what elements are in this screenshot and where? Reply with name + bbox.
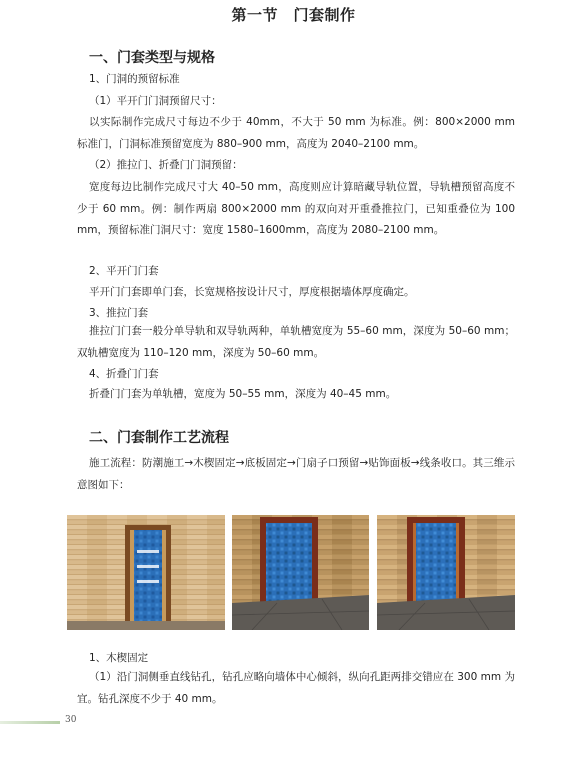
footer-bar (0, 721, 60, 724)
figure-row (67, 515, 515, 630)
figure-doorway-wood-wedges (67, 515, 225, 630)
paragraph-2: 宽度每边比制作完成尺寸大 40–50 mm，高度则应计算暗藏导轨位置，导轨槽预留高度不少于 60 mm。例：制作两扇 800×2000 mm 的双向对开重叠推拉门，已知重叠位为 100 mm，预留标准门洞尺寸：宽度 1580–1600mm，高度为 2080–2100 mm。 (77, 181, 515, 236)
subheading-1: 1、门洞的预留标准 (89, 73, 180, 85)
figure-doorway-finished-frame (377, 515, 515, 630)
paragraph-6: 施工流程：防潮施工→木楔固定→底板固定→门扇子口预留→贴饰面板→线条收口。其三维示意图如下： (77, 457, 515, 491)
paragraph-7: （1）沿门洞侧垂直线钻孔，钻孔应略向墙体中心倾斜，纵向孔距两排交错应在 300 mm 为宜。钻孔深度不少于 40 mm。 (77, 671, 515, 705)
section-heading-1: 一、门套类型与规格 (89, 50, 215, 66)
subheading-5: 1、木楔固定 (89, 652, 149, 664)
subheading-4: 4、折叠门门套 (89, 368, 159, 380)
paragraph-1: 以实际制作完成尺寸每边不少于 40mm，不大于 50 mm 为标准。例：800×2000 mm 标准门，门洞标准预留宽度为 880–900 mm，高度为 2040–2100 mm。 (77, 116, 515, 150)
paragraph-4: 推拉门门套一般分单导轨和双导轨两种，单轨槽宽度为 55–60 mm，深度为 50–60 mm；双轨槽宽度为 110–120 mm，深度为 50–60 mm。 (77, 325, 515, 359)
subheading-2: 2、平开门门套 (89, 265, 159, 277)
section-heading-2: 二、门套制作工艺流程 (89, 430, 229, 446)
subheading-1b: （2）推拉门、折叠门门洞预留： (89, 159, 243, 171)
subheading-3: 3、推拉门套 (89, 307, 149, 319)
page-title: 第一节 门套制作 (231, 6, 356, 24)
paragraph-3: 平开门门套即单门套，长宽规格按设计尺寸，厚度根据墙体厚度确定。 (89, 286, 415, 298)
page-number: 30 (65, 715, 77, 725)
paragraph-5: 折叠门门套为单轨槽，宽度为 50–55 mm，深度为 40–45 mm。 (89, 388, 397, 400)
figure-doorway-base-plate (232, 515, 369, 630)
subheading-1a: （1）平开门门洞预留尺寸： (89, 95, 222, 107)
